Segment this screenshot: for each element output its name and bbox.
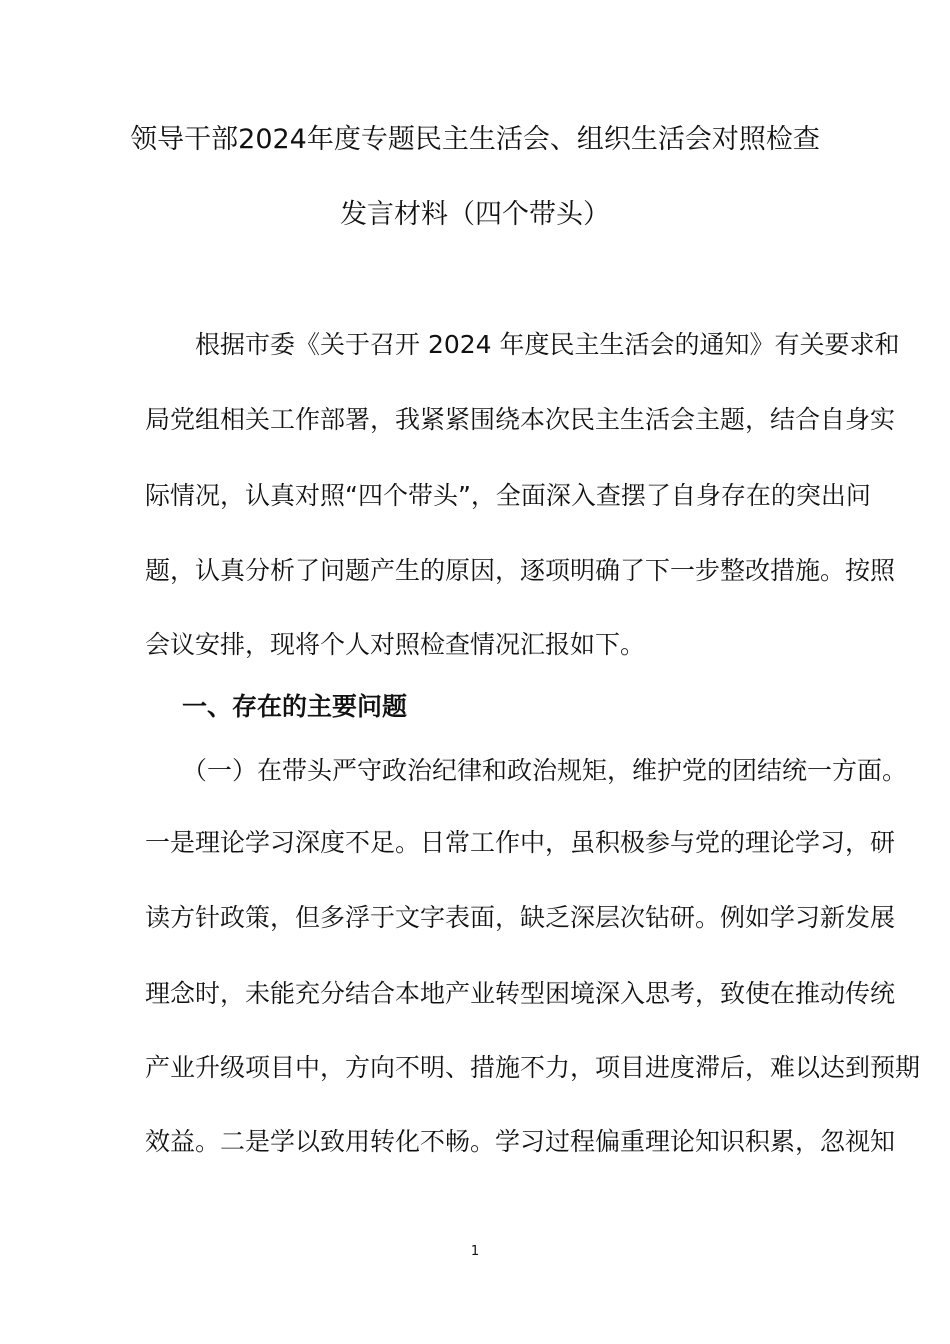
subsection-heading: （一）在带头严守政治纪律和政治规矩，维护党的团结统一方面。	[182, 756, 908, 785]
intro-paragraph-line: 际情况，认真对照“四个带头”，全面深入查摆了自身存在的突出问	[145, 481, 871, 510]
document-title-line-2: 发言材料（四个带头）	[340, 199, 610, 230]
intro-paragraph-line: 局党组相关工作部署，我紧紧围绕本次民主生活会主题，结合自身实	[145, 405, 896, 434]
page-number: 1	[470, 1244, 480, 1259]
body-paragraph-line: 理念时，未能充分结合本地产业转型困境深入思考，致使在推动传统	[145, 979, 896, 1008]
body-paragraph-line: 效益。二是学以致用转化不畅。学习过程偏重理论知识积累，忽视知	[145, 1127, 896, 1156]
document-title-line-1: 领导干部2024年度专题民主生活会、组织生活会对照检查	[130, 124, 820, 155]
intro-paragraph-line: 会议安排，现将个人对照检查情况汇报如下。	[145, 630, 646, 659]
body-paragraph-line: 产业升级项目中，方向不明、措施不力，项目进度滞后，难以达到预期	[145, 1053, 921, 1082]
intro-paragraph-line: 根据市委《关于召开 2024 年度民主生活会的通知》有关要求和	[195, 330, 900, 359]
intro-paragraph-line: 题，认真分析了问题产生的原因，逐项明确了下一步整改措施。按照	[145, 556, 896, 585]
section-heading: 一、存在的主要问题	[182, 692, 408, 721]
body-paragraph-line: 一是理论学习深度不足。日常工作中，虽积极参与党的理论学习，研	[145, 828, 896, 857]
body-paragraph-line: 读方针政策，但多浮于文字表面，缺乏深层次钻研。例如学习新发展	[145, 903, 896, 932]
